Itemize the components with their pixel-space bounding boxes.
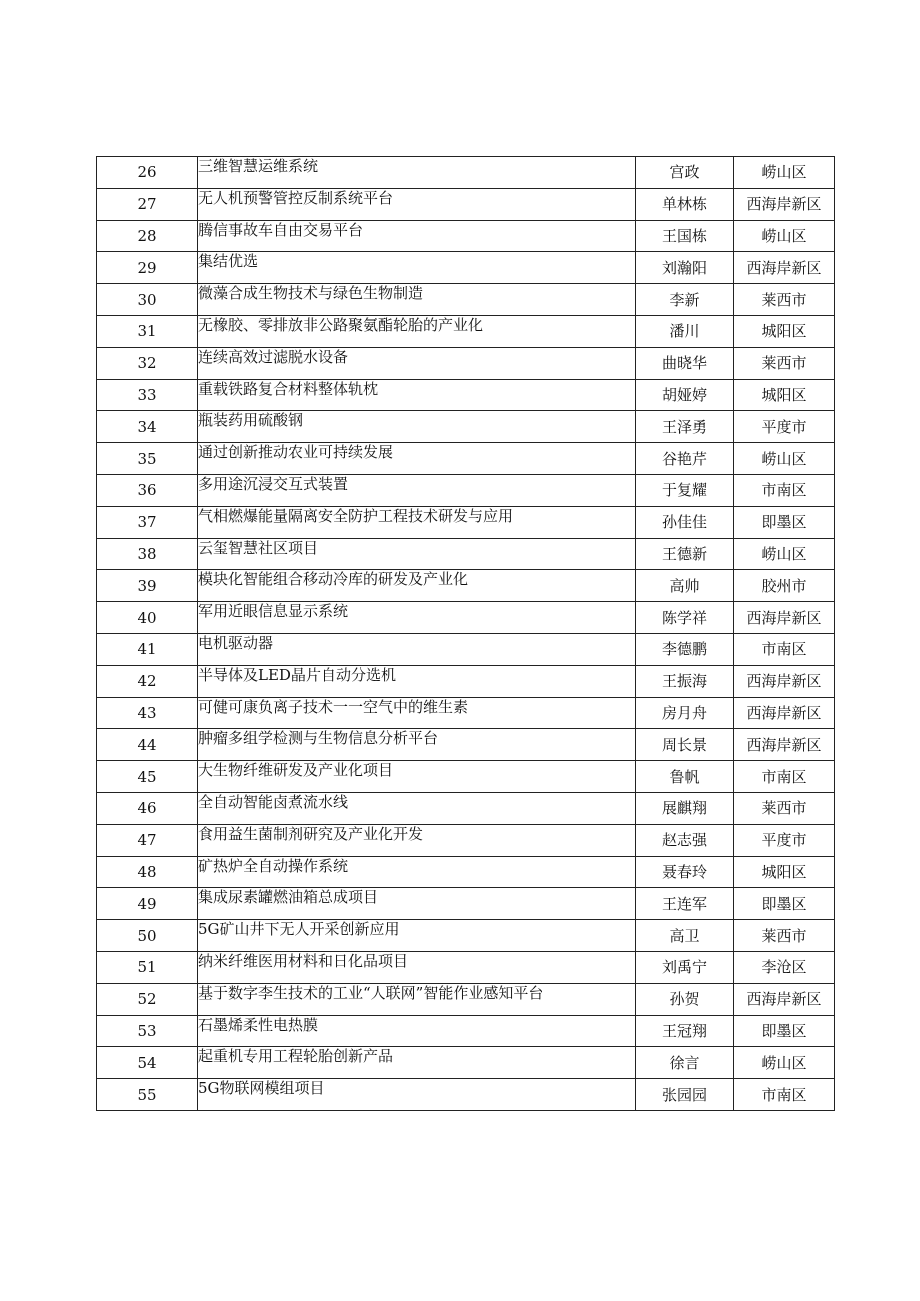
contact-person-cell: 潘川 — [636, 315, 734, 347]
table-row — [97, 920, 835, 952]
project-name-cell: 气相燃爆能量隔离安全防护工程技术研发与应用 — [198, 506, 636, 538]
district-cell: 西海岸新区 — [734, 665, 835, 697]
project-name-cell: 集成尿素罐燃油箱总成项目 — [198, 888, 636, 920]
project-name-cell: 全自动智能卤煮流水线 — [198, 792, 636, 824]
project-name-cell: 基于数字李生技术的工业“人联网”智能作业感知平台 — [198, 983, 636, 1015]
contact-person-cell: 徐言 — [636, 1047, 734, 1079]
district-cell: 城阳区 — [734, 379, 835, 411]
district-cell: 西海岸新区 — [734, 697, 835, 729]
row-number-cell: 42 — [97, 665, 198, 697]
contact-person-cell: 王泽勇 — [636, 411, 734, 443]
contact-person-cell: 刘禹宁 — [636, 951, 734, 983]
row-number-cell: 44 — [97, 729, 198, 761]
project-name-cell: 通过创新推动农业可持续发展 — [198, 443, 636, 475]
contact-person-cell: 刘瀚阳 — [636, 252, 734, 284]
table-row — [97, 792, 835, 824]
district-cell: 崂山区 — [734, 443, 835, 475]
contact-person-cell: 孙佳佳 — [636, 506, 734, 538]
contact-person-cell: 聂春玲 — [636, 856, 734, 888]
contact-person-cell: 展麒翔 — [636, 792, 734, 824]
row-number-cell: 33 — [97, 379, 198, 411]
project-name-cell: 无橡胶、零排放非公路聚氨酯轮胎的产业化 — [198, 315, 636, 347]
project-name-cell: 石墨烯柔性电热膜 — [198, 1015, 636, 1047]
contact-person-cell: 陈学祥 — [636, 602, 734, 634]
project-name-cell: 可健可康负离子技术一一空气中的维生素 — [198, 697, 636, 729]
project-name-cell: 军用近眼信息显示系统 — [198, 602, 636, 634]
row-number-cell: 36 — [97, 474, 198, 506]
row-number-cell: 48 — [97, 856, 198, 888]
table-row — [97, 411, 835, 443]
contact-person-cell: 胡娅婷 — [636, 379, 734, 411]
project-name-cell: 半导体及LED晶片自动分选机 — [198, 665, 636, 697]
table-row — [97, 379, 835, 411]
table-row — [97, 538, 835, 570]
table-row — [97, 951, 835, 983]
table-row — [97, 983, 835, 1015]
table-row — [97, 888, 835, 920]
table-row — [97, 1015, 835, 1047]
district-cell: 崂山区 — [734, 538, 835, 570]
project-name-cell: 矿热炉全自动操作系统 — [198, 856, 636, 888]
table-row — [97, 602, 835, 634]
row-number-cell: 29 — [97, 252, 198, 284]
district-cell: 市南区 — [734, 1079, 835, 1111]
district-cell: 崂山区 — [734, 157, 835, 189]
row-number-cell: 27 — [97, 188, 198, 220]
district-cell: 西海岸新区 — [734, 188, 835, 220]
row-number-cell: 41 — [97, 633, 198, 665]
contact-person-cell: 宫政 — [636, 157, 734, 189]
district-cell: 李沧区 — [734, 951, 835, 983]
table-row — [97, 761, 835, 793]
row-number-cell: 55 — [97, 1079, 198, 1111]
contact-person-cell: 于复耀 — [636, 474, 734, 506]
contact-person-cell: 张园园 — [636, 1079, 734, 1111]
district-cell: 胶州市 — [734, 570, 835, 602]
project-name-cell: 电机驱动器 — [198, 633, 636, 665]
row-number-cell: 43 — [97, 697, 198, 729]
table-row — [97, 506, 835, 538]
district-cell: 莱西市 — [734, 347, 835, 379]
contact-person-cell: 王连军 — [636, 888, 734, 920]
row-number-cell: 34 — [97, 411, 198, 443]
district-cell: 西海岸新区 — [734, 729, 835, 761]
contact-person-cell: 周长景 — [636, 729, 734, 761]
project-name-cell: 起重机专用工程轮胎创新产品 — [198, 1047, 636, 1079]
table-row — [97, 1047, 835, 1079]
project-name-cell: 食用益生菌制剂研究及产业化开发 — [198, 824, 636, 856]
table-body — [97, 157, 835, 1111]
table-row — [97, 570, 835, 602]
row-number-cell: 30 — [97, 284, 198, 316]
district-cell: 平度市 — [734, 824, 835, 856]
district-cell: 城阳区 — [734, 315, 835, 347]
table-row — [97, 252, 835, 284]
table-row — [97, 729, 835, 761]
row-number-cell: 31 — [97, 315, 198, 347]
project-name-cell: 大生物纤维研发及产业化项目 — [198, 761, 636, 793]
contact-person-cell: 孙贺 — [636, 983, 734, 1015]
contact-person-cell: 李新 — [636, 284, 734, 316]
table-row — [97, 1079, 835, 1111]
contact-person-cell: 曲晓华 — [636, 347, 734, 379]
project-name-cell: 重载铁路复合材料整体轨枕 — [198, 379, 636, 411]
table-row — [97, 315, 835, 347]
table-row — [97, 697, 835, 729]
table-row — [97, 633, 835, 665]
row-number-cell: 26 — [97, 157, 198, 189]
project-name-cell: 5G物联网模组项目 — [198, 1079, 636, 1111]
project-name-cell: 云玺智慧社区项目 — [198, 538, 636, 570]
project-name-cell: 集结优选 — [198, 252, 636, 284]
district-cell: 城阳区 — [734, 856, 835, 888]
row-number-cell: 40 — [97, 602, 198, 634]
district-cell: 西海岸新区 — [734, 602, 835, 634]
table-row — [97, 824, 835, 856]
district-cell: 崂山区 — [734, 220, 835, 252]
contact-person-cell: 高卫 — [636, 920, 734, 952]
table-row — [97, 665, 835, 697]
district-cell: 市南区 — [734, 633, 835, 665]
district-cell: 即墨区 — [734, 506, 835, 538]
contact-person-cell: 王国栋 — [636, 220, 734, 252]
contact-person-cell: 鲁帆 — [636, 761, 734, 793]
row-number-cell: 53 — [97, 1015, 198, 1047]
row-number-cell: 46 — [97, 792, 198, 824]
project-name-cell: 肿瘤多组学检测与生物信息分析平台 — [198, 729, 636, 761]
project-name-cell: 模块化智能组合移动冷库的研发及产业化 — [198, 570, 636, 602]
table-row — [97, 188, 835, 220]
project-name-cell: 腾信事故车自由交易平台 — [198, 220, 636, 252]
table-row — [97, 347, 835, 379]
project-name-cell: 无人机预警管控反制系统平台 — [198, 188, 636, 220]
row-number-cell: 35 — [97, 443, 198, 475]
contact-person-cell: 房月舟 — [636, 697, 734, 729]
contact-person-cell: 单林栋 — [636, 188, 734, 220]
contact-person-cell: 高帅 — [636, 570, 734, 602]
table-row — [97, 474, 835, 506]
project-name-cell: 多用途沉浸交互式装置 — [198, 474, 636, 506]
row-number-cell: 37 — [97, 506, 198, 538]
row-number-cell: 54 — [97, 1047, 198, 1079]
district-cell: 莱西市 — [734, 920, 835, 952]
project-name-cell: 微藻合成生物技术与绿色生物制造 — [198, 284, 636, 316]
contact-person-cell: 赵志强 — [636, 824, 734, 856]
table-row — [97, 443, 835, 475]
row-number-cell: 47 — [97, 824, 198, 856]
project-name-cell: 瓶装药用硫酸钢 — [198, 411, 636, 443]
district-cell: 西海岸新区 — [734, 252, 835, 284]
district-cell: 西海岸新区 — [734, 983, 835, 1015]
row-number-cell: 51 — [97, 951, 198, 983]
table-row — [97, 220, 835, 252]
project-name-cell: 连续高效过滤脱水设备 — [198, 347, 636, 379]
row-number-cell: 32 — [97, 347, 198, 379]
row-number-cell: 45 — [97, 761, 198, 793]
district-cell: 平度市 — [734, 411, 835, 443]
project-name-cell: 三维智慧运维系统 — [198, 157, 636, 189]
district-cell: 莱西市 — [734, 284, 835, 316]
district-cell: 崂山区 — [734, 1047, 835, 1079]
district-cell: 即墨区 — [734, 1015, 835, 1047]
row-number-cell: 49 — [97, 888, 198, 920]
row-number-cell: 50 — [97, 920, 198, 952]
contact-person-cell: 王冠翔 — [636, 1015, 734, 1047]
district-cell: 即墨区 — [734, 888, 835, 920]
contact-person-cell: 李德鹏 — [636, 633, 734, 665]
table-row — [97, 157, 835, 189]
district-cell: 莱西市 — [734, 792, 835, 824]
project-name-cell: 纳米纤维医用材料和日化品项目 — [198, 951, 636, 983]
contact-person-cell: 王振海 — [636, 665, 734, 697]
table-row — [97, 284, 835, 316]
contact-person-cell: 谷艳芹 — [636, 443, 734, 475]
project-list-table — [96, 156, 835, 1111]
row-number-cell: 28 — [97, 220, 198, 252]
row-number-cell: 39 — [97, 570, 198, 602]
district-cell: 市南区 — [734, 474, 835, 506]
contact-person-cell: 王德新 — [636, 538, 734, 570]
row-number-cell: 52 — [97, 983, 198, 1015]
project-name-cell: 5G矿山井下无人开采创新应用 — [198, 920, 636, 952]
row-number-cell: 38 — [97, 538, 198, 570]
district-cell: 市南区 — [734, 761, 835, 793]
table-row — [97, 856, 835, 888]
